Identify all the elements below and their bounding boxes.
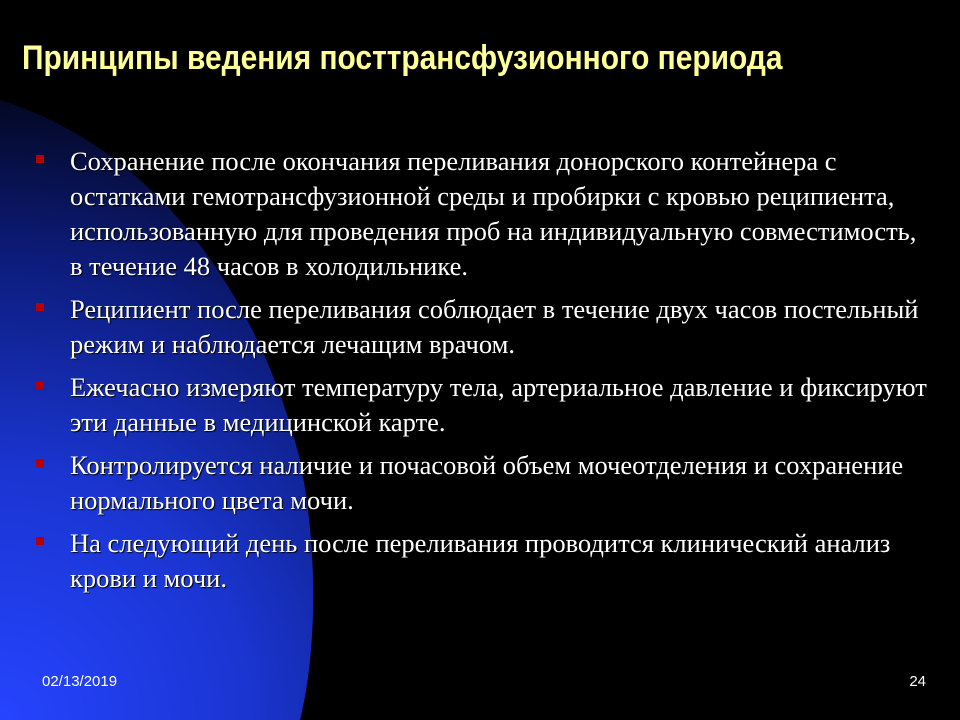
bullet-text: Реципиент после переливания соблюдает в течение двух часов постельный режим и наблюдается лечащим врачом. [70,294,919,359]
bullet-item [34,144,934,284]
bullet-text: Контролируется наличие и почасовой объем мочеотделения и сохранение нормального цвета мочи. [70,450,904,515]
square-bullet-icon [36,459,44,467]
bullet-text: На следующий день после переливания проводится клинический анализ крови и мочи. [70,528,891,593]
bullet-item [34,370,934,440]
bullet-item [34,292,934,362]
square-bullet-icon [36,303,44,311]
slide-number: 24 [909,673,926,690]
slide-title: Принципы ведения посттрансфузионного периода [22,39,783,77]
bullet-item [34,448,934,518]
square-bullet-icon [36,381,44,389]
bullet-list [34,144,934,604]
square-bullet-icon [36,537,44,545]
footer-date: 02/13/2019 [42,673,118,690]
square-bullet-icon [36,155,44,163]
bullet-text: Сохранение после окончания переливания донорского контейнера с остатками гемотрансфузионной среды и пробирки с кровью реципиента, использованную для проведения проб на индивидуальную совместимость, в течение 48 часов в холодильнике. [70,146,917,281]
bullet-text: Ежечасно измеряют температуру тела, артериальное давление и фиксируют эти данные в медицинской карте. [70,372,927,437]
bullet-item [34,526,934,596]
